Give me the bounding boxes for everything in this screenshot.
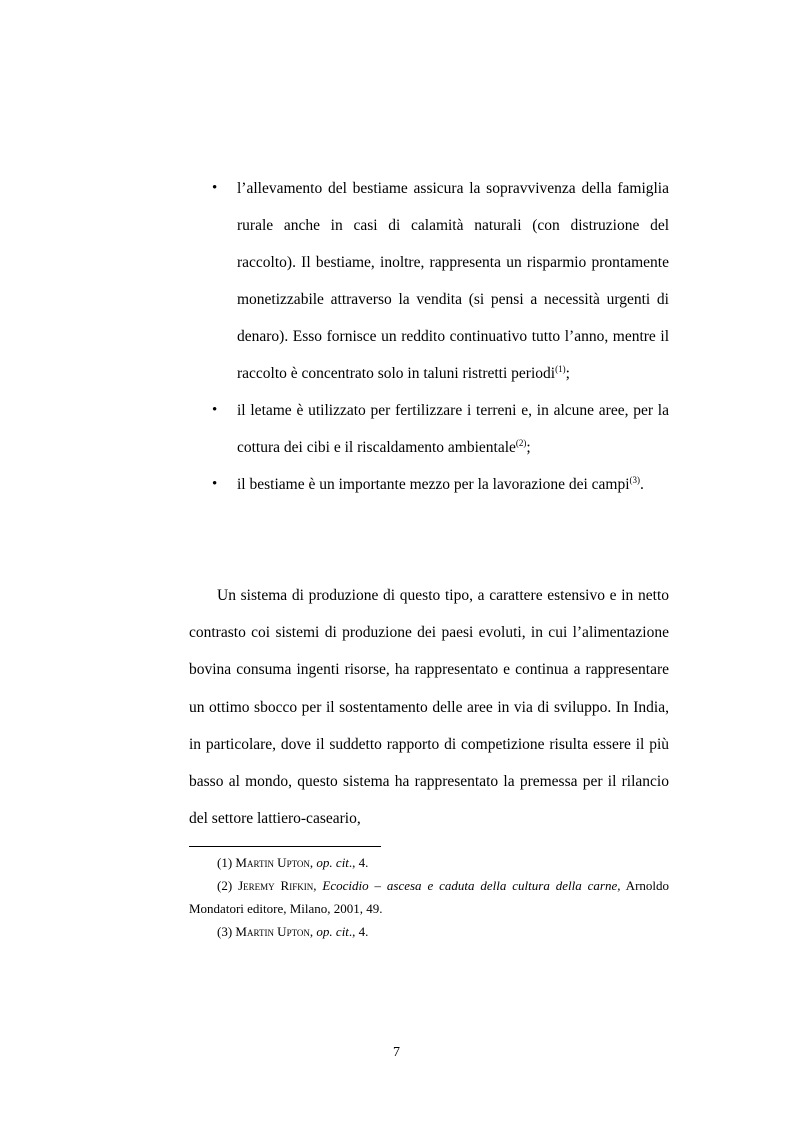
bullet-text: l’allevamento del bestiame assicura la sopravvivenza della famiglia rurale anche in casi di calamità naturali (con distruzione del raccolto). Il bestiame, inoltre, rappresenta un risparmio prontamente monetizzabile attraverso la vendita (si pensi a necessità urgenti di denaro). Esso fornisce un reddito continuativo tutto l’anno, mentre il raccolto è concentrato solo in taluni ristretti periodi$^{(1)}$;	[237, 180, 669, 382]
bullet-text: il bestiame è un importante mezzo per la lavorazione dei campi$^{(3)}$.	[237, 475, 644, 493]
page-number: 7	[393, 1045, 400, 1060]
footnotes	[189, 851, 669, 943]
bullet-icon: •	[212, 402, 218, 418]
footnote-reference: (3)	[629, 475, 641, 485]
bullet-icon: •	[212, 180, 218, 196]
footnote-reference: (1)	[555, 364, 566, 374]
footnote: (1) Martin Upton, op. cit., 4.	[217, 855, 369, 870]
footnote: (2) Jeremy Rifkin, Ecocidio – ascesa e caduta della cultura della carne, Arnoldo Mondatori editore, Milano, 2001, 49.	[189, 878, 670, 916]
footnote: (3) Martin Upton, op. cit., 4.	[217, 924, 369, 939]
bullet-icon: •	[212, 476, 218, 492]
footnote-reference: (2)	[515, 438, 527, 448]
bullet-item	[212, 170, 669, 392]
bullet-list	[212, 170, 669, 503]
bullet-item	[212, 466, 669, 503]
bullet-item	[212, 392, 669, 466]
bullet-text: il letame è utilizzato per fertilizzare i terreni e, in alcune aree, per la cottura dei cibi e il riscaldamento ambientale$^{(2)}$;	[237, 402, 669, 456]
body-paragraph: Un sistema di produzione di questo tipo, a carattere estensivo e in netto contrasto coi sistemi di produzione dei paesi evoluti, in cui l’alimentazione bovina consuma ingenti risorse, ha rappresentato e continua a rappresentare un ottimo sbocco per il sostentamento delle aree in via di sviluppo. In India, in particolare, dove il suddetto rapporto di competizione risulta essere il più basso al mondo, questo sistema ha rappresentato la premessa per il rilancio del settore lattiero-caseario,	[189, 587, 669, 828]
footnote-divider	[189, 846, 381, 847]
